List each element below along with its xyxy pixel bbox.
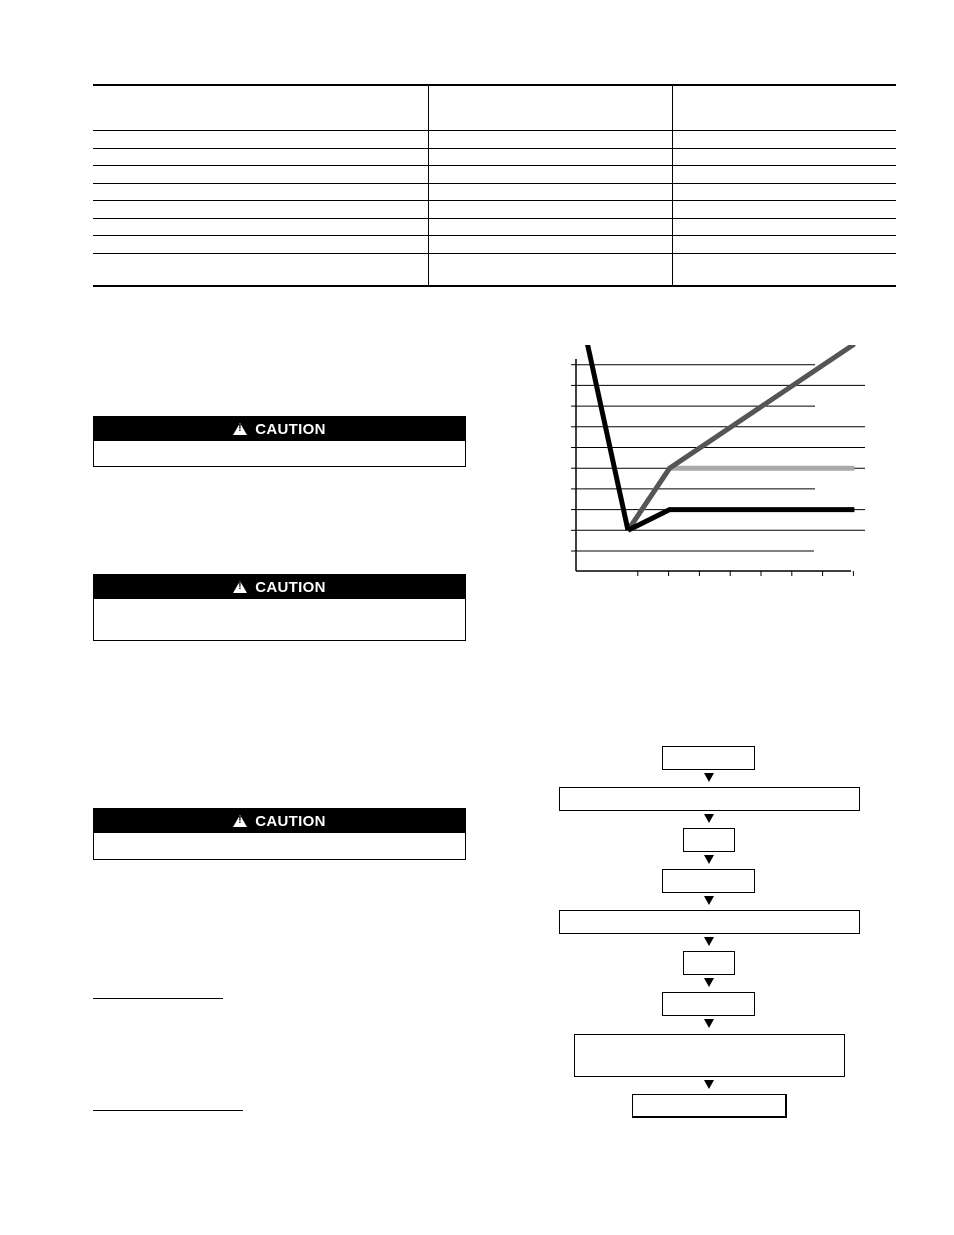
down-arrow-icon xyxy=(704,896,714,905)
down-arrow-icon xyxy=(704,978,714,987)
warning-triangle-icon xyxy=(233,581,247,593)
series-line xyxy=(628,510,854,531)
table-row xyxy=(93,148,896,149)
caution-header xyxy=(94,417,465,441)
down-arrow-icon xyxy=(704,814,714,823)
caution-box xyxy=(93,808,466,860)
flow-step-box xyxy=(683,951,735,975)
down-arrow-icon xyxy=(704,855,714,864)
down-arrow-icon xyxy=(704,937,714,946)
table-row xyxy=(93,253,896,254)
caution-header xyxy=(94,575,465,599)
caution-box xyxy=(93,416,466,467)
flow-step-box xyxy=(559,787,860,811)
flow-step-box xyxy=(662,992,755,1016)
table-column-divider xyxy=(428,86,429,285)
line-chart xyxy=(555,345,865,585)
series-line xyxy=(628,345,854,530)
caution-label: CAUTION xyxy=(255,420,326,438)
table-row xyxy=(93,200,896,201)
table-column-divider xyxy=(672,86,673,285)
flow-step-box xyxy=(559,910,860,934)
chart-grid xyxy=(576,345,865,551)
flow-step-box xyxy=(683,828,735,852)
table-row xyxy=(93,130,896,131)
table-row xyxy=(93,165,896,166)
chart-series xyxy=(585,345,854,530)
flow-step-box xyxy=(662,746,755,770)
series-line xyxy=(585,345,628,530)
caution-label: CAUTION xyxy=(255,812,326,830)
flow-step-box xyxy=(574,1034,845,1077)
section-heading-underline xyxy=(93,998,223,999)
section-heading-underline xyxy=(93,1110,243,1111)
table-row xyxy=(93,218,896,219)
down-arrow-icon xyxy=(704,1019,714,1028)
warning-triangle-icon xyxy=(233,815,247,827)
flow-step-box xyxy=(632,1094,787,1118)
down-arrow-icon xyxy=(704,773,714,782)
caution-header xyxy=(94,809,465,833)
table-row xyxy=(93,183,896,184)
warning-triangle-icon xyxy=(233,423,247,435)
caution-box xyxy=(93,574,466,641)
flow-step-box xyxy=(662,869,755,893)
table-top-rule xyxy=(93,84,896,86)
table-row xyxy=(93,235,896,236)
table-bottom-rule xyxy=(93,285,896,287)
caution-label: CAUTION xyxy=(255,578,326,596)
down-arrow-icon xyxy=(704,1080,714,1089)
